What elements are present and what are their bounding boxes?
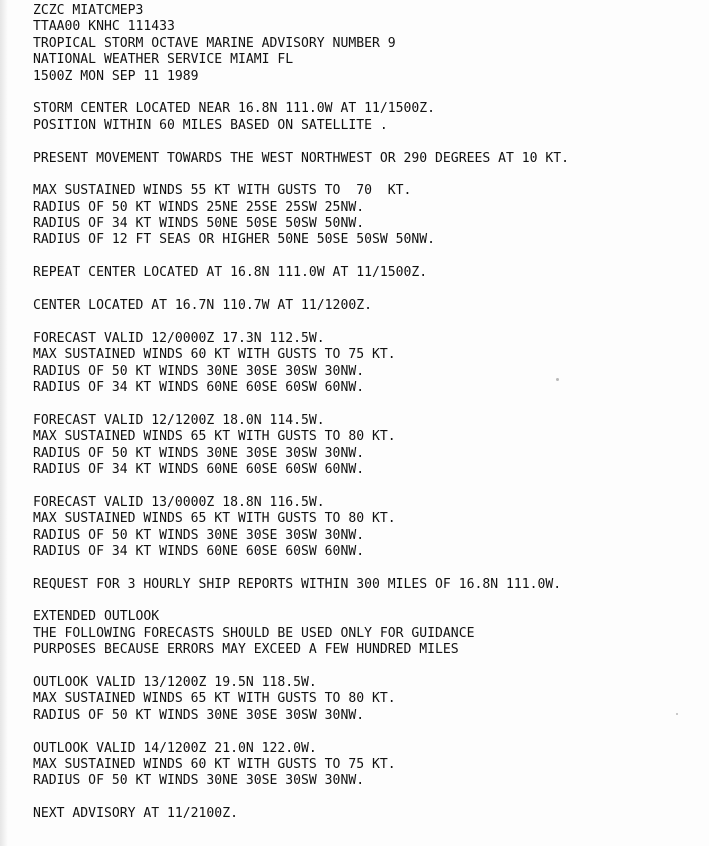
text-line: RADIUS OF 34 KT WINDS 50NE 50SE 50SW 50NW.	[33, 216, 365, 232]
blank-line	[33, 560, 703, 576]
text-line: REQUEST FOR 3 HOURLY SHIP REPORTS WITHIN 300 MILES OF 16.8N 111.0W.	[33, 576, 562, 592]
text-line: RADIUS OF 50 KT WINDS 30NE 30SE 30SW 30NW.	[33, 445, 365, 461]
forecast-block-1	[33, 331, 703, 397]
text-line: FORECAST VALID 12/1200Z 18.0N 114.5W.	[33, 412, 325, 428]
blank-line	[33, 282, 703, 298]
text-line: MAX SUSTAINED WINDS 65 KT WITH GUSTS TO 80 KT.	[33, 429, 396, 445]
forecast-block-3	[33, 495, 703, 561]
text-line: RADIUS OF 12 FT SEAS OR HIGHER 50NE 50SE 50SW 50NW.	[33, 232, 436, 248]
blank-line	[33, 314, 703, 330]
scan-speck	[556, 378, 559, 381]
scan-edge-shadow	[0, 0, 8, 846]
blank-line	[33, 396, 703, 412]
blank-line	[33, 134, 703, 150]
text-line: RADIUS OF 34 KT WINDS 60NE 60SE 60SW 60NW.	[33, 543, 365, 559]
text-line: RADIUS OF 34 KT WINDS 60NE 60SE 60SW 60NW.	[33, 461, 365, 477]
text-line: TTAA00 KNHC 111433	[33, 19, 175, 35]
blank-line	[33, 724, 703, 740]
storm-center-block	[33, 101, 703, 134]
blank-line	[33, 167, 703, 183]
text-line: MAX SUSTAINED WINDS 55 KT WITH GUSTS TO 70 KT.	[33, 183, 412, 199]
text-line: MAX SUSTAINED WINDS 60 KT WITH GUSTS TO 75 KT.	[33, 347, 396, 363]
text-line: ZCZC MIATCMEP3	[33, 3, 144, 18]
earlier-center-block	[33, 298, 703, 314]
blank-line	[33, 790, 703, 806]
next-advisory-block	[33, 806, 703, 822]
text-line: REPEAT CENTER LOCATED AT 16.8N 111.0W AT 11/1500Z.	[33, 265, 428, 281]
text-line: RADIUS OF 34 KT WINDS 60NE 60SE 60SW 60NW.	[33, 379, 365, 395]
blank-line	[33, 249, 703, 265]
text-line: OUTLOOK VALID 13/1200Z 19.5N 118.5W.	[33, 675, 317, 691]
blank-line	[33, 659, 703, 675]
movement-block	[33, 151, 703, 167]
forecast-block-2	[33, 413, 703, 479]
text-line: RADIUS OF 50 KT WINDS 25NE 25SE 25SW 25NW.	[33, 199, 365, 215]
text-line: PURPOSES BECAUSE ERRORS MAY EXCEED A FEW HUNDRED MILES	[33, 642, 459, 658]
text-line: RADIUS OF 50 KT WINDS 30NE 30SE 30SW 30NW.	[33, 707, 365, 723]
text-line: MAX SUSTAINED WINDS 65 KT WITH GUSTS TO 80 KT.	[33, 691, 396, 707]
text-line: THE FOLLOWING FORECASTS SHOULD BE USED ONLY FOR GUIDANCE	[33, 625, 475, 641]
text-line: EXTENDED OUTLOOK	[33, 609, 160, 625]
blank-line	[33, 85, 703, 101]
text-line: 1500Z MON SEP 11 1989	[33, 68, 199, 84]
ship-request-block	[33, 577, 703, 593]
marine-advisory-text	[33, 3, 703, 823]
text-line: MAX SUSTAINED WINDS 60 KT WITH GUSTS TO 75 KT.	[33, 756, 396, 772]
text-line: FORECAST VALID 12/0000Z 17.3N 112.5W.	[33, 330, 325, 346]
text-line: TROPICAL STORM OCTAVE MARINE ADVISORY NUMBER 9	[33, 35, 396, 51]
text-line: MAX SUSTAINED WINDS 65 KT WITH GUSTS TO 80 KT.	[33, 511, 396, 527]
text-line: OUTLOOK VALID 14/1200Z 21.0N 122.0W.	[33, 740, 317, 756]
text-line: NATIONAL WEATHER SERVICE MIAMI FL	[33, 52, 294, 68]
text-line: STORM CENTER LOCATED NEAR 16.8N 111.0W AT 11/1500Z.	[33, 101, 436, 117]
current-winds-block	[33, 183, 703, 249]
text-line: NEXT ADVISORY AT 11/2100Z.	[33, 806, 238, 822]
blank-line	[33, 478, 703, 494]
repeat-center-block	[33, 265, 703, 281]
text-line: POSITION WITHIN 60 MILES BASED ON SATELLITE .	[33, 117, 388, 133]
header-block	[33, 3, 703, 85]
outlook-block-1	[33, 675, 703, 724]
text-line: CENTER LOCATED AT 16.7N 110.7W AT 11/1200Z.	[33, 298, 372, 314]
extended-outlook-block	[33, 609, 703, 658]
text-line: RADIUS OF 50 KT WINDS 30NE 30SE 30SW 30NW.	[33, 773, 365, 789]
scan-speck	[676, 713, 678, 715]
text-line: RADIUS OF 50 KT WINDS 30NE 30SE 30SW 30NW.	[33, 363, 365, 379]
text-line: FORECAST VALID 13/0000Z 18.8N 116.5W.	[33, 494, 325, 510]
blank-line	[33, 593, 703, 609]
outlook-block-2	[33, 741, 703, 790]
text-line: PRESENT MOVEMENT TOWARDS THE WEST NORTHWEST OR 290 DEGREES AT 10 KT.	[33, 150, 570, 166]
text-line: RADIUS OF 50 KT WINDS 30NE 30SE 30SW 30NW.	[33, 527, 365, 543]
